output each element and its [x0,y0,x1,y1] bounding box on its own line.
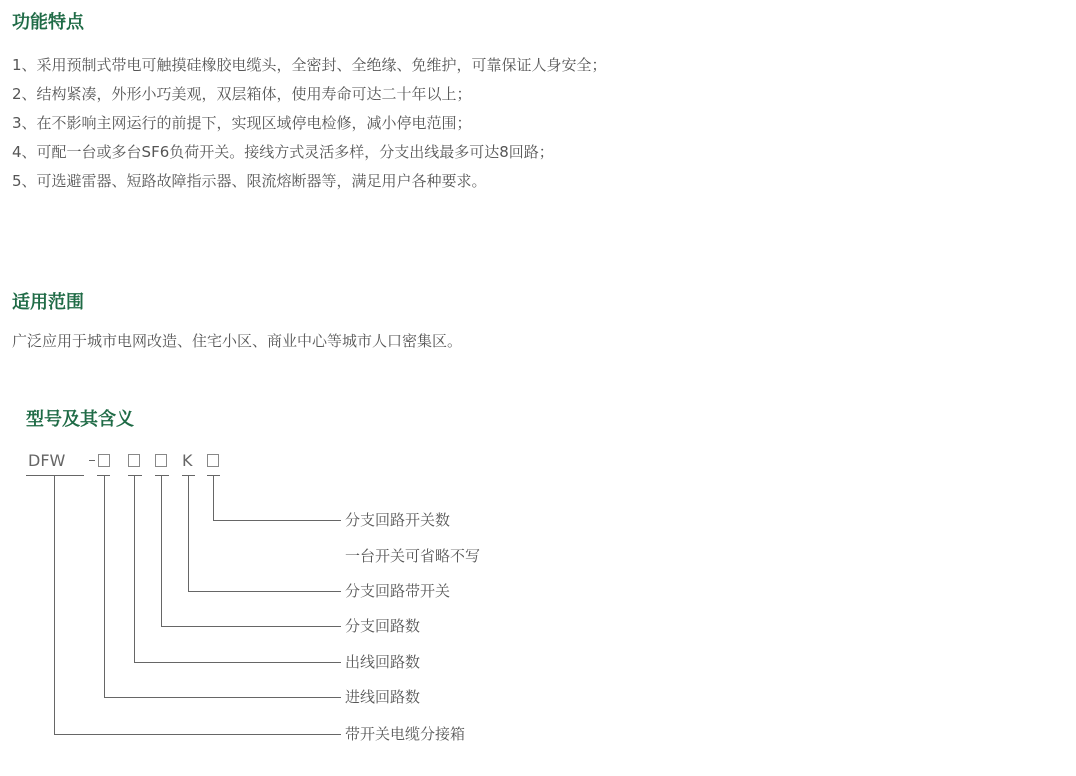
scope-title: 适用范围 [12,292,84,313]
feature-item-2: 2、结构紧凑，外形小巧美观，双层箱体，使用寿命可达二十年以上； [12,85,472,103]
model-prefix: DFW [28,451,66,470]
feature-item-1: 1、采用预制式带电可触摸硅橡胶电缆头，全密封、全绝缘、免维护，可靠保证人身安全； [12,56,607,74]
code-box-incoming [98,454,110,467]
connector-h-branch-with-switch [188,591,341,592]
connector-v-branch [161,476,162,627]
box-underline-2 [128,475,142,476]
code-dash [89,460,95,461]
model-k-letter: K [182,451,193,470]
prefix-underline [26,475,84,476]
connector-h-box-name [54,734,341,735]
label-one-switch-note: 一台开关可省略不写 [345,547,481,565]
label-outgoing-count: 出线回路数 [345,653,421,671]
connector-v-outgoing [134,476,135,663]
label-branch-with-switch: 分支回路带开关 [345,582,451,600]
connector-h-branch [161,626,341,627]
model-title: 型号及其含义 [26,409,134,430]
box-underline-3 [155,475,169,476]
connector-v-branch-with-switch [188,476,189,592]
feature-item-5: 5、可选避雷器、短路故障指示器、限流熔断器等，满足用户各种要求。 [12,172,487,190]
label-box-name: 带开关电缆分接箱 [345,725,466,743]
feature-item-4: 4、可配一台或多台SF6负荷开关。接线方式灵活多样，分支出线最多可达8回路； [12,143,554,161]
connector-h-outgoing [134,662,341,663]
label-branch-switch-count: 分支回路开关数 [345,511,451,529]
feature-item-3: 3、在不影响主网运行的前提下，实现区域停电检修，减小停电范围； [12,114,472,132]
code-box-switch-count [207,454,219,467]
code-box-branch [155,454,167,467]
features-title: 功能特点 [12,12,84,33]
connector-v-switch-count [213,476,214,521]
label-incoming-count: 进线回路数 [345,688,421,706]
connector-v-incoming [104,476,105,698]
scope-text: 广泛应用于城市电网改造、住宅小区、商业中心等城市人口密集区。 [12,332,463,350]
connector-v-box-name [54,476,55,735]
connector-h-switch-count [213,520,341,521]
connector-h-incoming [104,697,341,698]
label-branch-count: 分支回路数 [345,617,421,635]
features-list [12,55,607,200]
code-box-outgoing [128,454,140,467]
